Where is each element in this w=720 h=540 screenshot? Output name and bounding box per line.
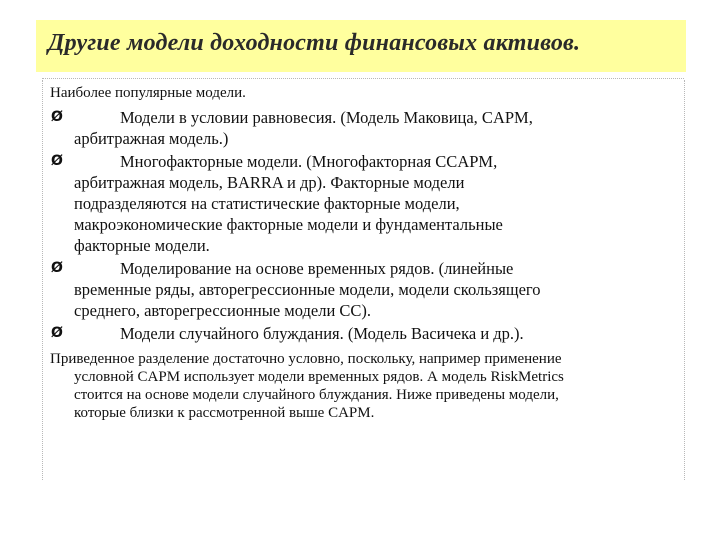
slide-content [50,84,680,422]
bullet-line: факторные модели. [74,236,210,255]
bullet-line: Многофакторные модели. (Многофакторная CCAPM, [120,152,498,171]
bullet-line: подразделяются на статистические факторные модели, [74,194,460,213]
bullet-line: Модели в условии равновесия. (Модель Маковица, CAPM, [120,108,533,127]
arrow-bullet-icon: Ø [51,325,63,341]
frame-top-border [42,78,684,79]
frame-left-border [42,80,43,480]
paragraph-line: условной CAPM использует модели временных рядов. А модель RiskMetrics [74,369,564,385]
bullet-item-3 [50,258,680,321]
bullet-item-1 [50,107,680,149]
bullet-line: арбитражная модель, BARRA и др). Факторные модели [74,173,465,192]
frame-right-border [684,80,685,480]
intro-text: Наиболее популярные модели. [50,85,246,101]
paragraph-line: которые близки к рассмотренной выше CAPM. [74,405,375,421]
arrow-bullet-icon: Ø [51,109,63,125]
bullet-line: Модели случайного блуждания. (Модель Васичека и др.). [120,324,524,343]
bullet-line: макроэкономические факторные модели и фундаментальные [74,215,503,234]
bullet-line: временные ряды, авторегрессионные модели, модели скользящего [74,280,541,299]
arrow-bullet-icon: Ø [51,153,63,169]
arrow-bullet-icon: Ø [51,260,63,276]
bullet-line: среднего, авторегрессионные модели CC). [74,301,372,320]
paragraph-line: стоится на основе модели случайного блуждания. Ниже приведены модели, [74,387,559,403]
bullet-item-2 [50,151,680,256]
bullet-item-4 [50,323,680,344]
bullet-line: Моделирование на основе временных рядов. (линейные [120,259,514,278]
slide-title: Другие модели доходности финансовых активов. [48,30,581,56]
closing-paragraph [50,350,680,422]
bullet-line: арбитражная модель.) [74,129,229,148]
paragraph-line: Приведенное разделение достаточно условно, поскольку, например применение [50,351,562,367]
